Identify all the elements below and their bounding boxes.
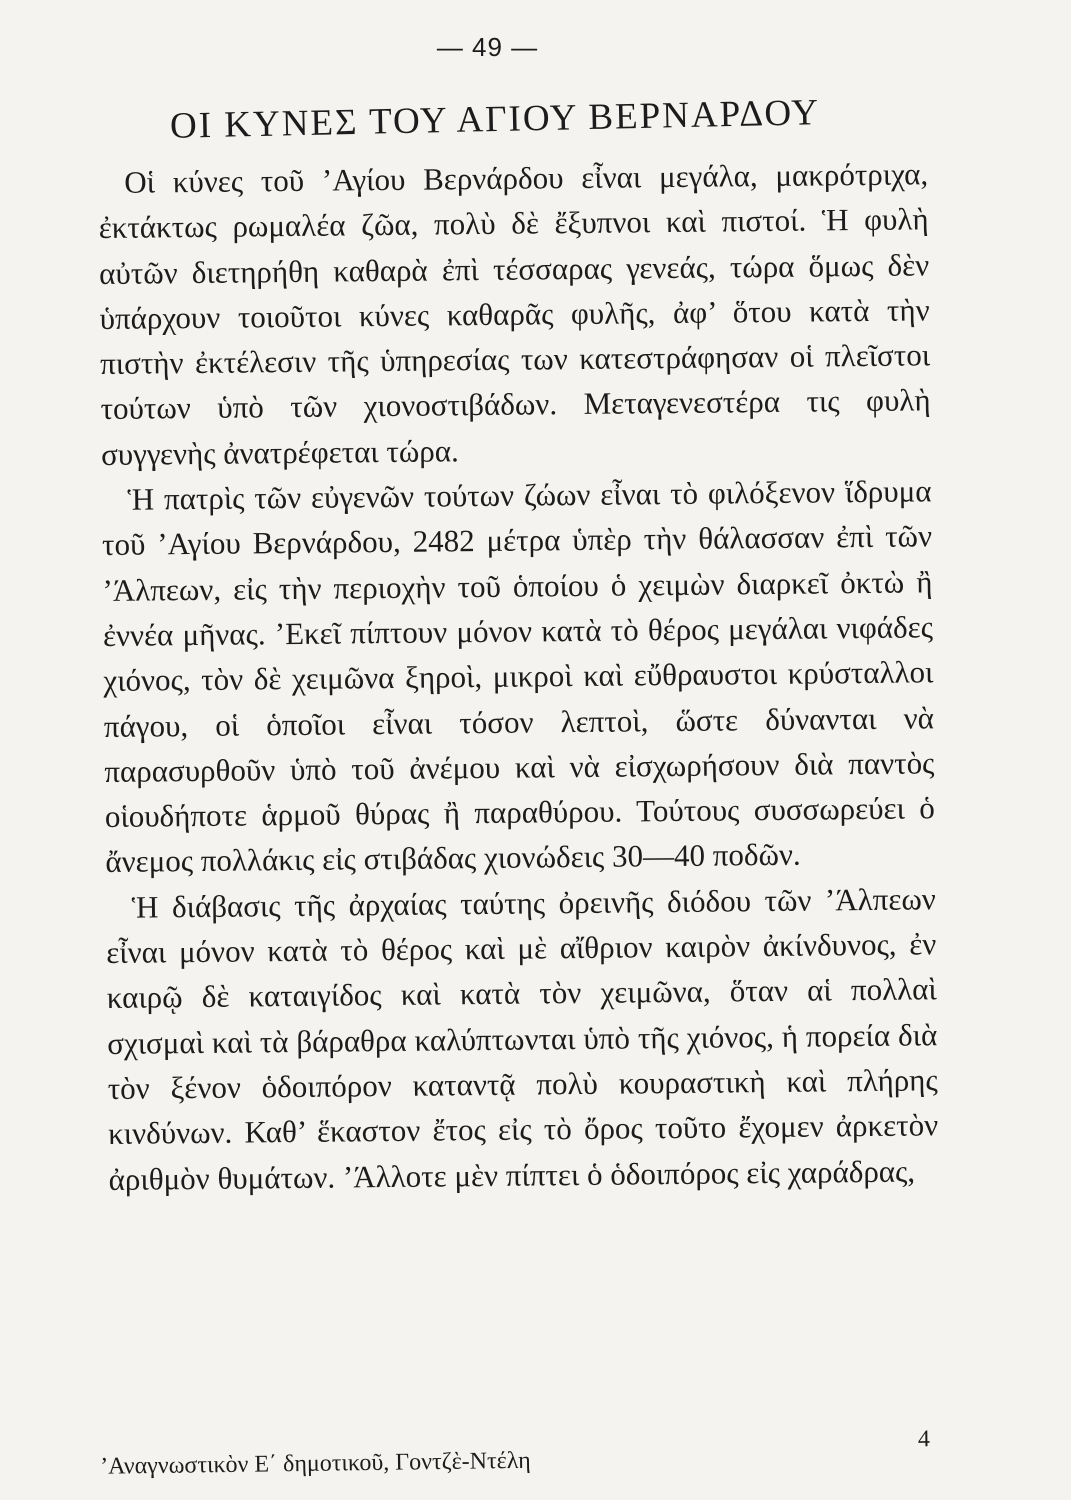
page-number: — 49 — [436, 32, 539, 62]
page-footer [100, 1426, 931, 1480]
paragraph-2: Ἡ πατρὶς τῶν εὐγενῶν τούτων ζώων εἶναι τὸ φιλόξενον ἵδρυμα τοῦ ʼΑγίου Βερνάρδου, 2482 μέτρα ὑπὲρ τὴν θάλασσαν ἐπὶ τῶν ʼΆλπεων, εἰς τὴν περιοχὴν τοῦ ὁποίου ὁ χειμὼν διαρκεῖ ὀκτὼ ἢ ἐννέα μῆνας. ʼΕκεῖ πίπτουν μόνον κατὰ τὸ θέρος μεγάλαι νιφάδες χιόνος, τὸν δὲ χειμῶνα ξηροὶ, μικροὶ καὶ εὔθραυστοι κρύσταλλοι πάγου, οἱ ὁποῖοι εἶναι τόσον λεπτοὶ, ὥστε δύνανται νὰ παρασυρθοῦν ὑπὸ τοῦ ἀνέμου καὶ νὰ εἰσχωρήσουν διὰ παντὸς οἱουδήποτε ἁρμοῦ θύρας ἢ παραθύρου. Τούτους συσσωρεύει ὁ ἄνεμος πολλάκις εἰς στιβάδας χιονώδεις 30—40 ποδῶν. [101, 473, 936, 880]
body-text [98, 151, 939, 1201]
footer-book-title: ʼΑναγνωστικὸν Ε΄ δημοτικοῦ, Γοντζὲ-Ντέλη [100, 1447, 531, 1480]
footer-signature-mark: 4 [917, 1426, 931, 1453]
paragraph-3: Ἡ διάβασις τῆς ἀρχαίας ταύτης ὀρεινῆς διόδου τῶν ʼΆλπεων εἶναι μόνον κατὰ τὸ θέρος καὶ μὲ αἴθριον καιρὸν ἀκίνδυνος, ἐν καιρῷ δὲ καταιγίδος καὶ κατὰ τὸν χειμῶνα, ὅταν αἱ πολλαὶ σχισμαὶ καὶ τὰ βάραθρα καλύπτωνται ὑπὸ τῆς χιόνος, ἡ πορεία διὰ τὸν ξένον ὁδοιπόρον καταντᾷ πολὺ κουραστικὴ καὶ πλήρης κινδύνων. Καθ’ ἕκαστον ἔτος εἰς τὸ ὄρος τοῦτο ἔχομεν ἀρκετὸν ἀριθμὸν θυμάτων. ʼΆλλοτε μὲν πίπτει ὁ ὁδοιπόρος εἰς χαράδρας, [106, 881, 939, 1197]
paragraph-1: Οἱ κύνες τοῦ ʼΑγίου Βερνάρδου εἶναι μεγάλα, μακρότριχα, ἐκτάκτως ρωμαλέα ζῶα, πολὺ δὲ ἔξυπνοι καὶ πιστοί. Ἡ φυλὴ αὐτῶν διετηρήθη καθαρὰ ἐπὶ τέσσαρας γενεάς, τώρα ὅμως δὲν ὑπάρχουν τοιοῦτοι κύνες καθαρᾶς φυλῆς, ἀφ’ ὅτου κατὰ τὴν πιστὴν ἐκτέλεσιν τῆς ὑπηρεσίας των κατεστράφησαν οἱ πλεῖστοι τούτων ὑπὸ τῶν χιονοστιβάδων. Μεταγενεστέρα τις φυλὴ συγγενὴς ἀνατρέφεται τώρα. [98, 156, 931, 472]
page-title: ΟΙ ΚΥΝΕΣ ΤΟΥ ΑΓΙΟΥ ΒΕΡΝΑΡΔΟΥ [169, 92, 821, 147]
